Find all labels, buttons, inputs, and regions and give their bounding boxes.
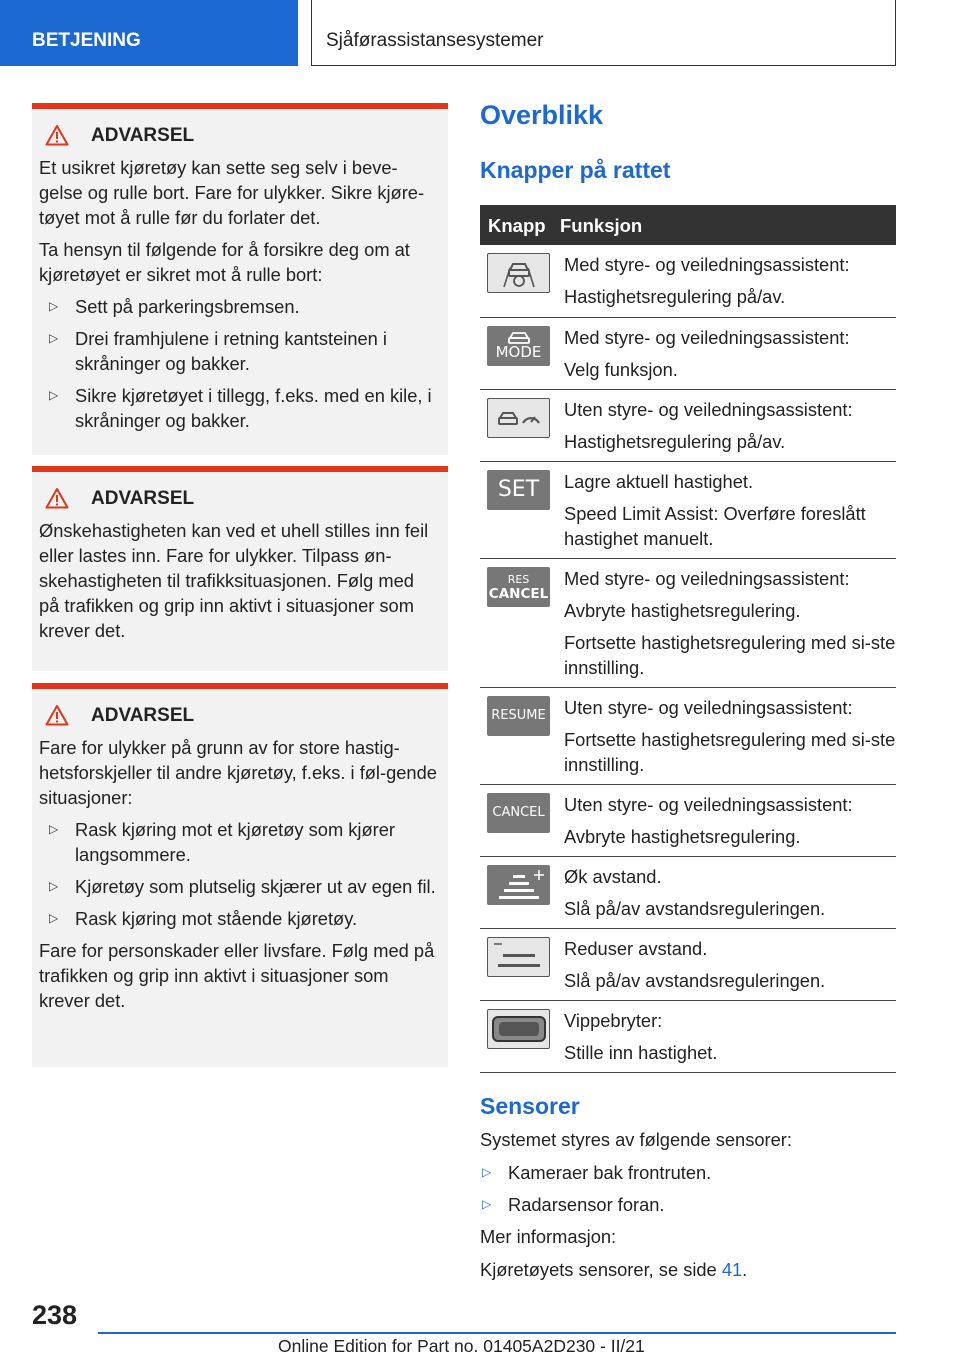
table-row: Uten styre- og veiledningsassistent: Hastighetsregulering på/av. (480, 389, 896, 461)
resume-button-icon: RESUME (487, 696, 550, 736)
bullet-triangle-icon: ▷ (482, 1165, 492, 1179)
table-row: RES CANCEL Med styre- og veiledningsassistent: Avbryte hastighetsregulering. Fortsette hastighetsregulering med si-ste innstilling. (480, 558, 896, 687)
set-button-icon: SET (487, 470, 550, 510)
bullet-triangle-icon: ▷ (49, 331, 59, 345)
warning-list (39, 817, 438, 931)
warning-triangle-icon (45, 124, 69, 146)
warning-box-3 (32, 683, 448, 1067)
warning-triangle-icon (45, 704, 69, 726)
warning-title: ADVARSEL (39, 701, 438, 729)
warning-box-1 (32, 103, 448, 455)
mode-button-icon: MODE (487, 326, 550, 366)
sensors-list (480, 1160, 896, 1217)
page-header (0, 0, 960, 66)
sensors-section (480, 1127, 896, 1290)
bullet-triangle-icon: ▷ (49, 879, 59, 893)
bullet-triangle-icon: ▷ (49, 388, 59, 402)
warning-text: Ønskehastigheten kan ved et uhell stilles inn feil eller lastes inn. Fare for ulykker. Tilpass øn-skehastigheten til trafikksituasjonen. Følg med på trafikken og grip inn aktivt i situasjoner som krever det. (39, 520, 429, 641)
driving-assistant-icon (487, 253, 550, 293)
list-item: ▷ Kjøretøy som plutselig skjærer ut av egen fil. (49, 876, 436, 897)
table-row: CANCEL Uten styre- og veiledningsassistent: Avbryte hastighetsregulering. (480, 784, 896, 856)
page-reference: Kjøretøyets sensorer, se side 41. (480, 1259, 748, 1280)
column-header: Knapp (480, 205, 560, 245)
cancel-button-icon: CANCEL (487, 793, 550, 833)
warning-title: ADVARSEL (39, 121, 438, 149)
bullet-triangle-icon: ▷ (49, 299, 59, 313)
list-item: ▷ Radarsensor foran. (482, 1194, 665, 1215)
bullet-triangle-icon: ▷ (49, 911, 59, 925)
table-row: Øk avstand. Slå på/av avstandsreguleringen. (480, 856, 896, 928)
sensors-heading: Sensorer (480, 1093, 580, 1119)
table-row: RESUME Uten styre- og veiledningsassistent: Fortsette hastighetsregulering med si-ste innstilling. (480, 687, 896, 784)
edition-text: Online Edition for Part no. 01405A2D230 - II/21 (278, 1336, 645, 1356)
page-link[interactable]: 41 (721, 1259, 743, 1280)
table-row: SET Lagre aktuell hastighet. Speed Limit Assist: Overføre foreslått hastighet manuelt. (480, 461, 896, 558)
table-header-row (480, 205, 896, 245)
warning-list (39, 294, 438, 433)
distance-plus-icon (487, 865, 550, 905)
list-item: ▷ Rask kjøring mot et kjøretøy som kjører langsommere. (49, 819, 395, 865)
list-item: ▷ Drei framhjulene i retning kantsteinen i skråninger og bakker. (49, 328, 387, 374)
warning-text: Ta hensyn til følgende for å forsikre deg om at kjøretøyet er sikret mot å rulle bort: (39, 239, 410, 285)
sensors-intro: Systemet styres av følgende sensorer: (480, 1129, 792, 1150)
table-row: MODE Med styre- og veiledningsassistent: Velg funksjon. (480, 317, 896, 389)
section-label: BETJENING (0, 0, 298, 66)
list-item: ▷ Sikre kjøretøyet i tillegg, f.eks. med en kile, i skråninger og bakker. (49, 385, 432, 431)
list-item: ▷ Kameraer bak frontruten. (482, 1162, 712, 1183)
list-item: ▷ Rask kjøring mot stående kjøretøy. (49, 908, 358, 929)
footer-divider (98, 1332, 896, 1334)
list-item: ▷ Sett på parkeringsbremsen. (49, 296, 300, 317)
warning-title: ADVARSEL (39, 484, 438, 512)
column-header: Funksjon (560, 205, 896, 245)
warning-text: Fare for personskader eller livsfare. Følg med på trafikken og grip inn aktivt i situasjoner som krever det. (39, 940, 435, 1011)
table-row: Med styre- og veiledningsassistent: Hastighetsregulering på/av. (480, 245, 896, 317)
chapter-title: Sjåførassistansesystemer (311, 0, 896, 66)
section-heading: Overblikk (480, 100, 604, 130)
cruise-control-icon (487, 398, 550, 438)
rocker-switch-icon (487, 1009, 550, 1049)
buttons-table (480, 205, 896, 1073)
warning-text: Fare for ulykker på grunn av for store hastig-hetsforskjeller til andre kjøretøy, f.eks. i føl-gende situasjoner: (39, 737, 437, 808)
table-row: Vippebryter: Stille inn hastighet. (480, 1000, 896, 1072)
warning-text: Et usikret kjøretøy kan sette seg selv i beve-gelse og rulle bort. Fare for ulykker. Sikre kjøre-tøyet mot å rulle før du forlater det. (39, 157, 425, 228)
table-row: Reduser avstand. Slå på/av avstandsreguleringen. (480, 928, 896, 1000)
page-number: 238 (32, 1300, 78, 1330)
res-cancel-button-icon: RES CANCEL (487, 567, 550, 607)
subsection-heading: Knapper på rattet (480, 157, 671, 183)
warning-triangle-icon (45, 487, 69, 509)
bullet-triangle-icon: ▷ (482, 1197, 492, 1211)
more-info-label: Mer informasjon: (480, 1226, 617, 1247)
distance-minus-icon (487, 937, 550, 977)
warning-box-2 (32, 466, 448, 671)
bullet-triangle-icon: ▷ (49, 822, 59, 836)
